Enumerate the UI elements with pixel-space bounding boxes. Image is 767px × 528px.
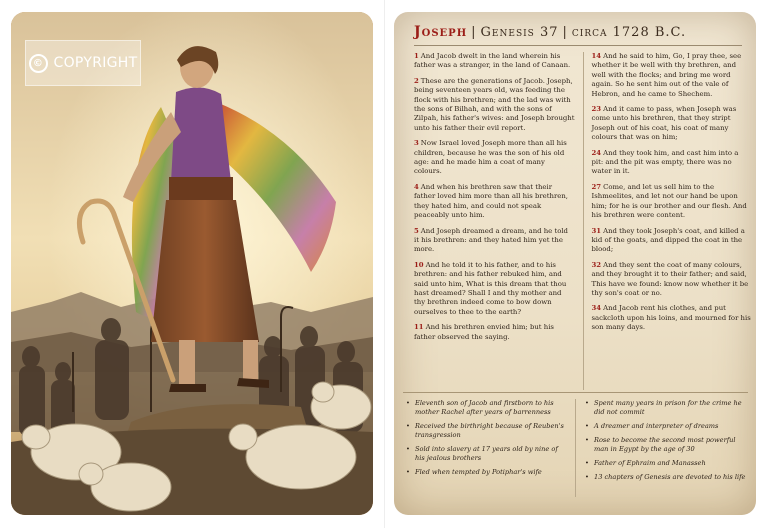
verse: 5 And Joseph dreamed a dream, and he told it his brethren: and they hated him yet the more. <box>414 226 568 254</box>
fact-item: • Spent many years in prison for the crime he did not commit <box>582 399 748 417</box>
fact-item: • Sold into slavery at 17 years old by nine of his jealous brothers <box>403 445 569 463</box>
card-reference: Genesis 37 <box>480 25 559 40</box>
fact-item: • Rose to become the second most powerful man in Egypt by the age of 30 <box>582 436 748 454</box>
verse: 34 And Jacob rent his clothes, and put sackcloth upon his loins, and mourned for his son many days. <box>591 304 751 332</box>
verse: 1 And Jacob dwelt in the land wherein his father was a stranger, in the land of Canaan. <box>414 52 571 70</box>
verse: 2 These are the generations of Jacob. Joseph, being seventeen years old, was feeding the flock with his brethren; and the lad was with the sons of Bilhah, and with the sons of Zilpah, his father's wives: and Joseph brought unto his father their evil report. <box>414 76 575 132</box>
fact-item: • Eleventh son of Jacob and firstborn to his mother Rachel after years of barrenness <box>403 399 569 417</box>
scripture-card <box>394 12 756 515</box>
verse: 14 And he said to him, Go, I pray thee, see whether it be well with thy brethren, and well with the flocks; and bring me word again. So he sent him out of the vale of Hebron, and he came to Shechem. <box>591 52 742 98</box>
facts-box <box>403 392 748 509</box>
fact-item: • 13 chapters of Genesis are devoted to his life <box>582 473 748 482</box>
card-header <box>414 24 744 44</box>
header-separator: | <box>562 25 568 40</box>
fact-item: • Fled when tempted by Potiphar's wife <box>403 468 569 477</box>
copyright-icon: © <box>29 54 48 73</box>
facts-divider <box>575 399 576 497</box>
verse: 23 And it came to pass, when Joseph was come unto his brethren, that they stript Joseph out of his coat, his coat of many colours that was on him; <box>591 105 737 142</box>
verse: 31 And they took Joseph's coat, and killed a kid of the goats, and dipped the coat in the blood; <box>591 226 745 254</box>
copyright-watermark <box>25 40 141 86</box>
page-gutter <box>384 0 385 528</box>
card-name: Joseph <box>414 24 468 40</box>
joseph-illustration <box>11 12 373 515</box>
facts-list-left <box>403 399 569 509</box>
facts-list-right <box>582 399 748 509</box>
verse: 24 And they took him, and cast him into a pit: and the pit was empty, there was no water in it. <box>591 148 739 176</box>
column-divider <box>583 52 584 390</box>
verse: 10 And he told it to his father, and to his brethren: and his father rebuked him, and said unto him, What is this dream that thou hast dreamed? Shall I and thy mother and thy brethren indeed come to bow down ourselves to thee to the earth? <box>414 260 567 316</box>
card-date: circa 1728 B.C. <box>571 25 687 40</box>
verses-column-left <box>414 52 575 390</box>
header-rule <box>414 45 742 46</box>
verses-column-right <box>592 52 753 390</box>
fact-item: • Father of Ephraim and Manasseh <box>582 459 748 468</box>
verse: 3 Now Israel loved Joseph more than all his children, because he was the son of his old age: and he made him a coat of many colours. <box>414 139 567 176</box>
fact-item: • A dreamer and interpreter of dreams <box>582 422 748 431</box>
verse: 11 And his brethren envied him; but his father observed the saying. <box>414 323 554 341</box>
illustration-card <box>11 12 373 515</box>
verse: 27 Come, and let us sell him to the Ishmeelites, and let not our hand be upon him; for he is our brother and our flesh. And his brethren were content. <box>591 182 747 220</box>
header-separator: | <box>471 25 477 40</box>
verses <box>414 52 752 390</box>
copyright-text: COPYRIGHT <box>53 55 138 71</box>
fact-item: • Received the birthright because of Reuben's transgression <box>403 422 569 440</box>
verse: 4 And when his brethren saw that their father loved him more than all his brethren, they hated him, and could not speak peaceably unto him. <box>414 182 568 220</box>
verse: 32 And they sent the coat of many colours, and they brought it to their father; and said, This have we found: know now whether it be thy son's coat or no. <box>591 260 749 297</box>
